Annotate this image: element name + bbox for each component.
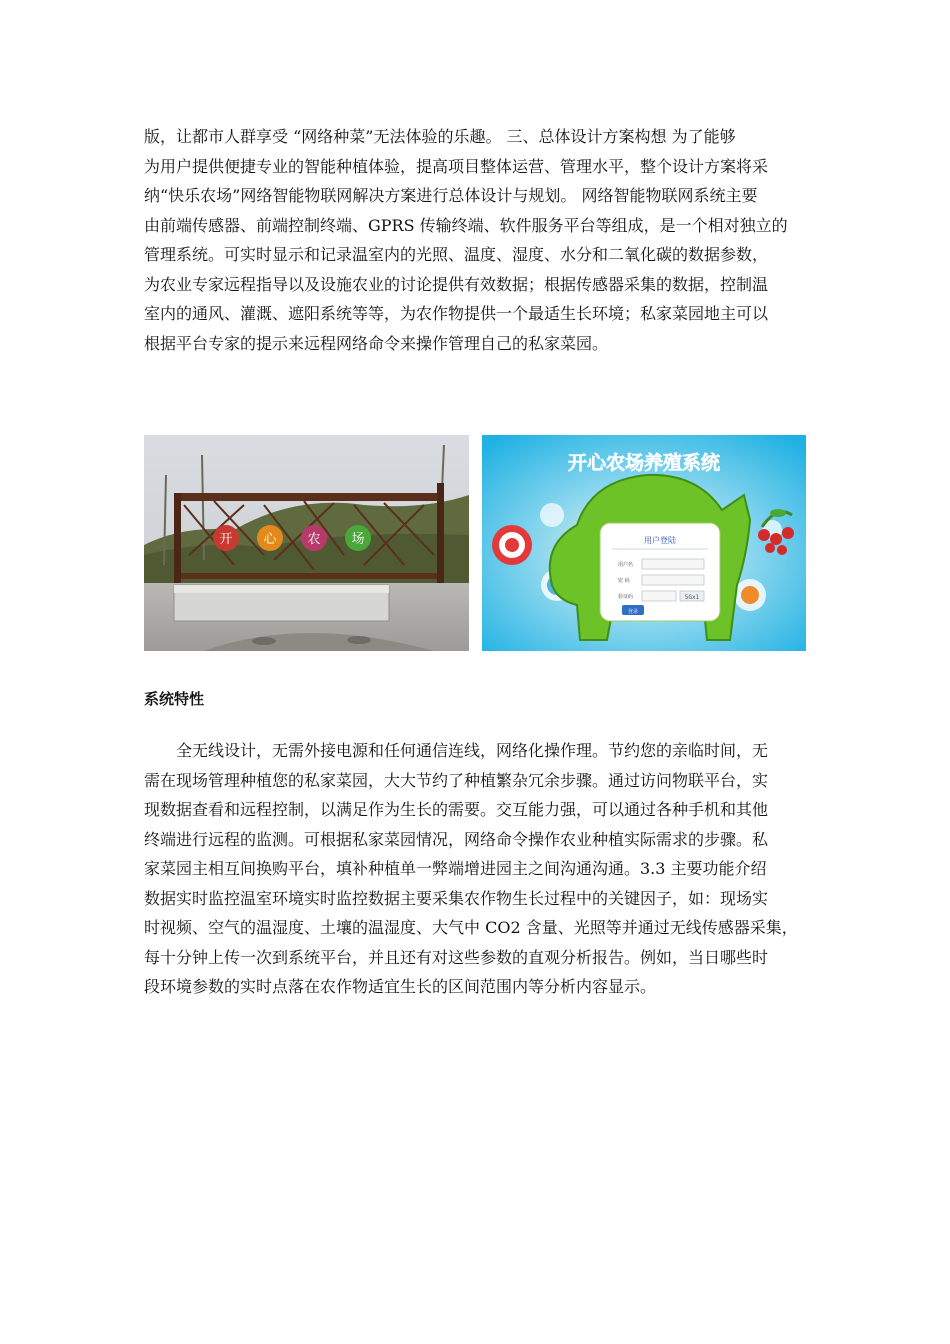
username-label: 用户名: [618, 562, 634, 568]
paragraph-line: 全无线设计，无需外接电源和任何通信连线，网络化操作理。节约您的亲临时间，无: [176, 741, 769, 760]
password-field: [642, 575, 704, 585]
section-heading: 系统特性: [144, 690, 205, 708]
farm-system-login-screenshot: [482, 435, 806, 651]
captcha-code: 5Gx1: [684, 594, 700, 601]
intro-paragraph: [144, 122, 810, 358]
paragraph-line: 管理系统。可实时显示和记录温室内的光照、温度、湿度、水分和二氧化碳的数据参数，: [144, 245, 769, 264]
paragraph-line: 数据实时监控温室环境实时监控数据主要采集农作物生长过程中的关键因子，如：现场实: [144, 888, 769, 908]
paragraph-line: 段环境参数的实时点落在农作物适宜生长的区间范围内等分析内容显示。: [144, 977, 657, 996]
features-paragraph: [144, 736, 810, 1002]
farm-sign-photo: [144, 435, 469, 651]
form-title: 用户登陆: [644, 536, 676, 545]
login-button-label: 登录: [627, 609, 639, 615]
paragraph-line: 根据平台专家的提示来远程网络命令来操作管理自己的私家菜园。: [144, 333, 609, 353]
paragraph-line: 终端进行远程的监测。可根据私家菜园情况，网络命令操作农业种植实际需求的步骤。私: [144, 829, 769, 849]
paragraph-line: 版，让都市人群享受 “网络种菜”无法体验的乐趣。 三、总体设计方案构想 为了能够: [144, 127, 736, 146]
sign-char: 农: [307, 532, 321, 547]
banner-title: 开心农场养殖系统: [567, 452, 721, 474]
captcha-label: 验证码: [618, 594, 634, 600]
paragraph-line: 为用户提供便捷专业的智能种植体验，提高项目整体运营、管理水平，整个设计方案将采: [144, 156, 769, 176]
sign-char: 开: [219, 532, 233, 547]
paragraph-line: 由前端传感器、前端控制终端、GPRS 传输终端、软件服务平台等组成，是一个相对独立的: [144, 215, 788, 235]
sign-char: 心: [263, 532, 277, 547]
paragraph-line: 室内的通风、灌溉、遮阳系统等等，为农作物提供一个最适生长环境；私家菜园地主可以: [144, 304, 769, 323]
username-field: [642, 559, 704, 569]
paragraph-line: 时视频、空气的温湿度、土壤的温湿度、大气中 CO2 含量、光照等并通过无线传感器采集，: [144, 918, 798, 937]
password-label: 密 码: [618, 578, 630, 584]
paragraph-line: 纳“快乐农场”网络智能物联网解决方案进行总体设计与规划。 网络智能物联网系统主要: [144, 186, 758, 205]
paragraph-line: 为农业专家远程指导以及设施农业的讨论提供有效数据；根据传感器采集的数据，控制温: [144, 274, 769, 294]
captcha-field: [642, 591, 676, 601]
paragraph-line: 需在现场管理种植您的私家菜园，大大节约了种植繁杂冗余步骤。通过访问物联平台，实: [144, 770, 769, 790]
sign-char: 场: [351, 532, 365, 547]
paragraph-line: 现数据查看和远程控制，以满足作为生长的需要。交互能力强，可以通过各种手机和其他: [144, 800, 769, 819]
paragraph-line: 每十分钟上传一次到系统平台，并且还有对这些参数的直观分析报告。例如，当日哪些时: [144, 947, 769, 967]
paragraph-line: 家菜园主相互间换购平台，填补种植单一弊端增进园主之间沟通沟通。3.3 主要功能介绍: [144, 859, 767, 878]
